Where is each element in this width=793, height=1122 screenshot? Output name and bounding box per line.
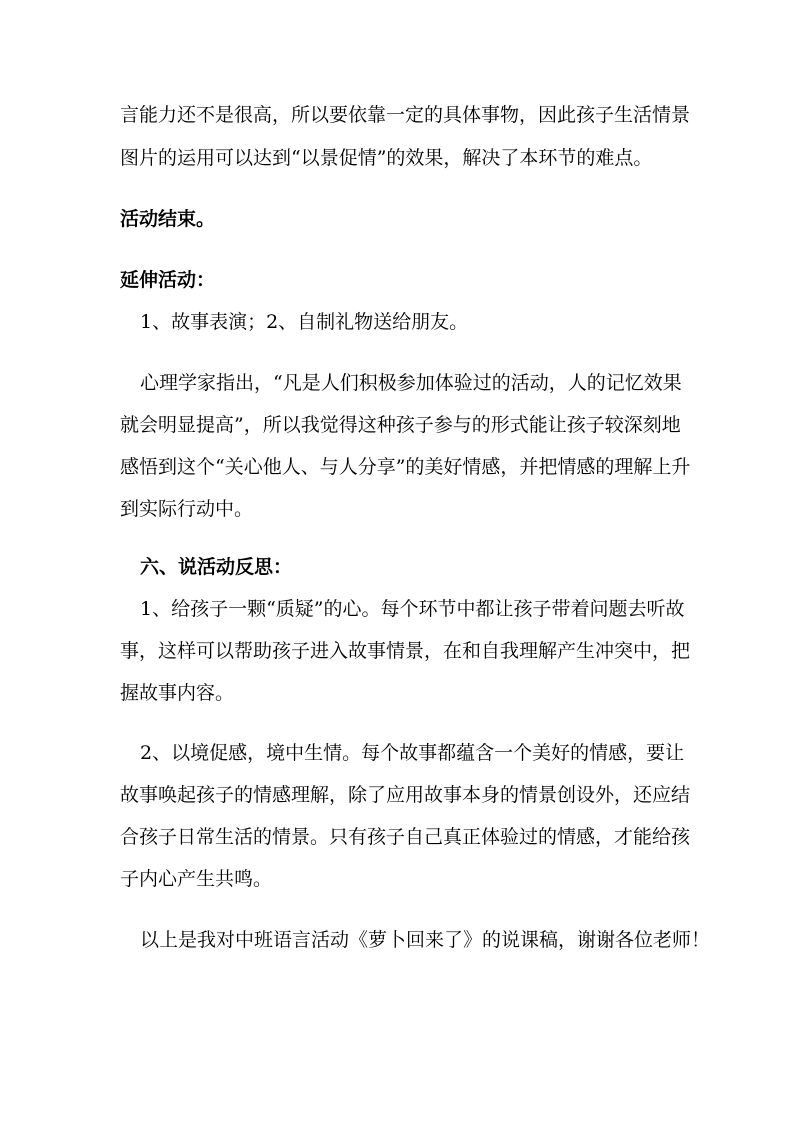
activity-end-heading: 活动结束。 [120,208,216,230]
extension-activity-item: 1、故事表演；2、自制礼物送给朋友。 [140,311,469,333]
paragraph-line: 就会明显提高”，所以我觉得这种孩子参与的形式能让孩子较深刻地 [120,414,681,436]
paragraph-line: 心理学家指出，“凡是人们积极参加体验过的活动，人的记忆效果 [140,372,682,394]
paragraph-line: 1、给孩子一颗“质疑”的心。每个环节中都让孩子带着问题去听故 [140,598,685,620]
paragraph-line: 2、以境促感，境中生情。每个故事都蕴含一个美好的情感，要让 [140,742,685,764]
paragraph-line: 合孩子日常生活的情景。只有孩子自己真正体验过的情感，才能给孩 [120,826,691,848]
paragraph-line: 言能力还不是很高，所以要依靠一定的具体事物，因此孩子生活情景 [120,104,691,126]
paragraph-line: 到实际行动中。 [120,498,254,520]
paragraph-line: 子内心产生共鸣。 [120,868,273,890]
closing-line: 以上是我对中班语言活动《萝卜回来了》的说课稿，谢谢各位老师！ [140,929,711,951]
paragraph-line: 感悟到这个“关心他人、与人分享”的美好情感，并把情感的理解上升 [120,456,691,478]
section-six-heading: 六、说活动反思： [140,556,293,578]
paragraph-line: 图片的运用可以达到“以景促情”的效果，解决了本环节的难点。 [120,147,653,169]
paragraph-line: 故事唤起孩子的情感理解，除了应用故事本身的情景创设外，还应结 [120,784,691,806]
extension-activity-heading: 延伸活动： [120,269,216,291]
paragraph-line: 事，这样可以帮助孩子进入故事情景，在和自我理解产生冲突中，把 [120,640,691,662]
paragraph-line: 握故事内容。 [120,682,235,704]
